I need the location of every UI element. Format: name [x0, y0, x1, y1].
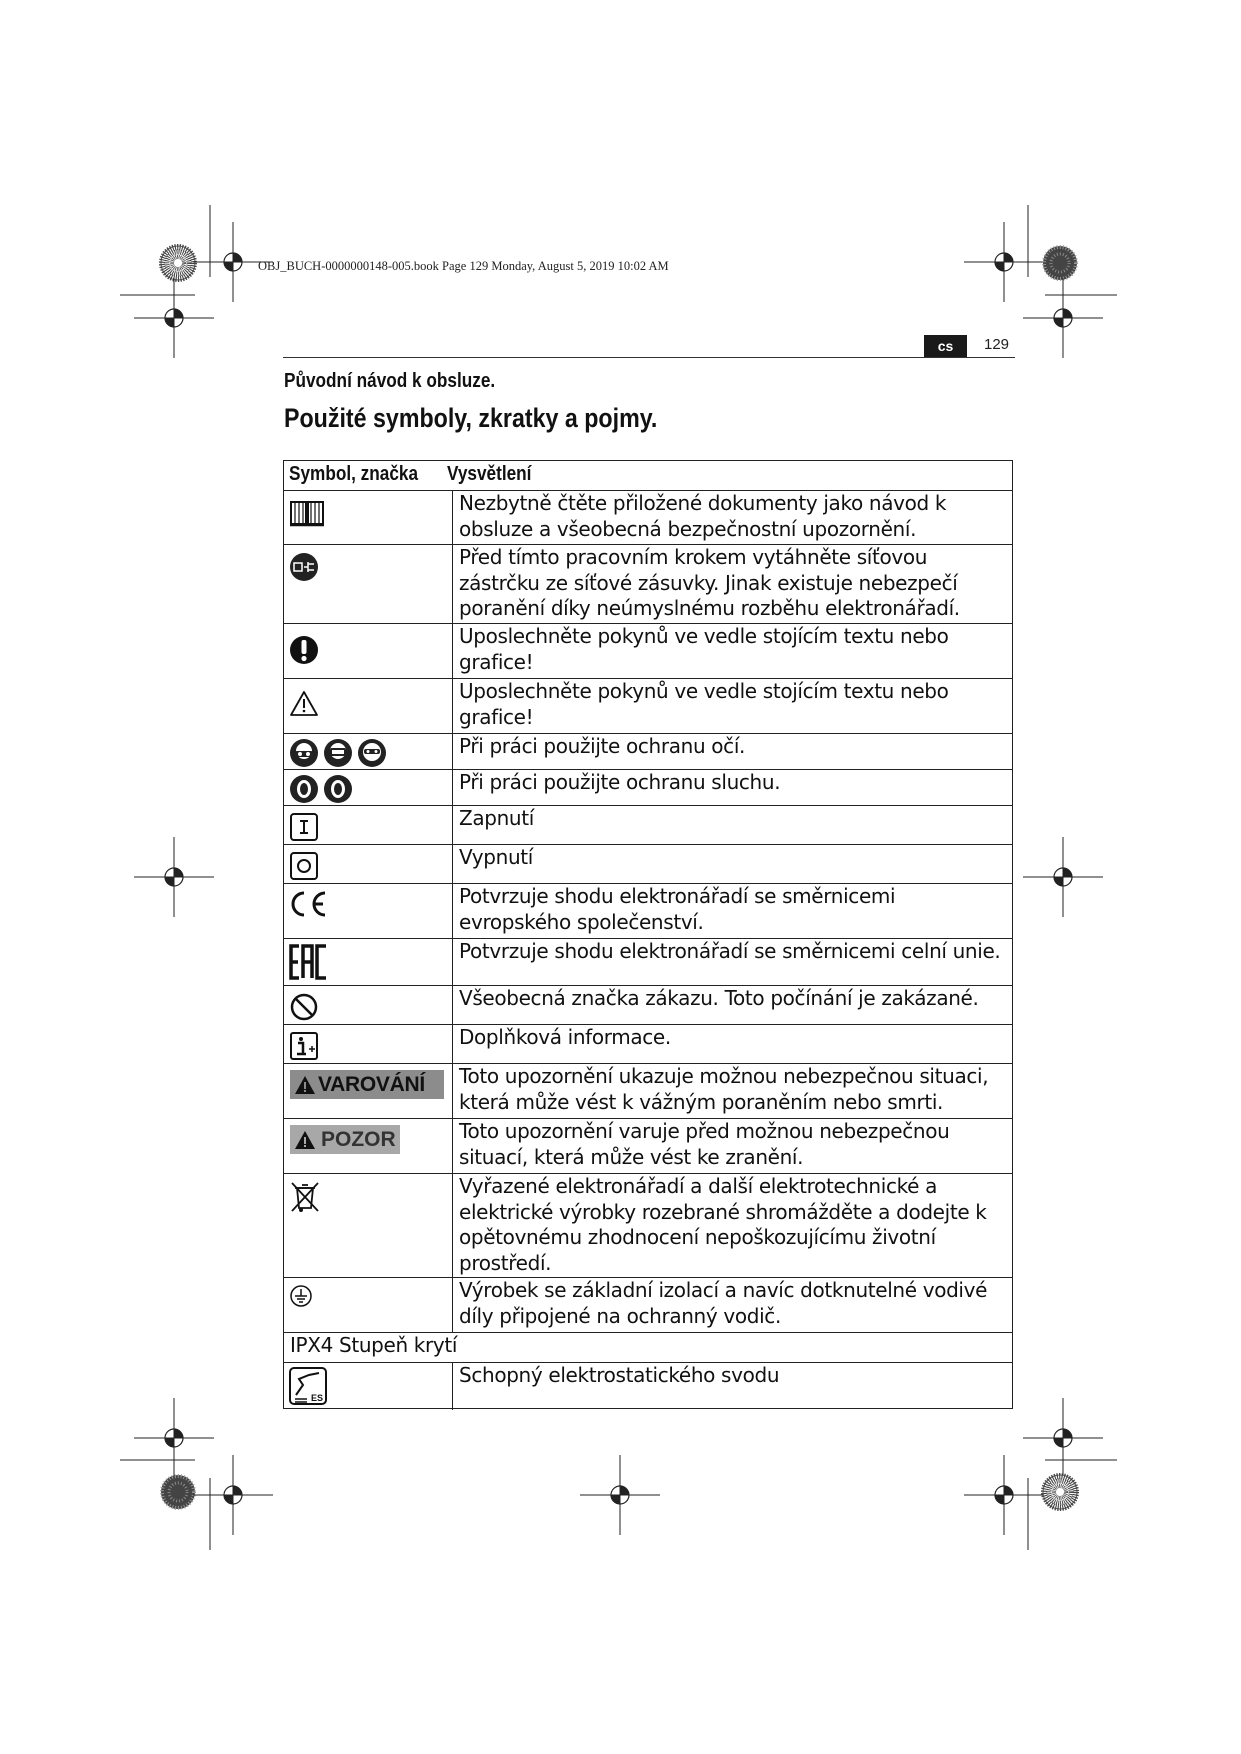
- info-icon: [289, 1031, 319, 1061]
- table-row: [284, 844, 1012, 883]
- row-text: Všeobecná značka zákazu. Toto počínání je zakázané.: [459, 986, 979, 1010]
- row-text: Před tímto pracovním krokem vytáhněte síťovou zástrčku ze síťové zásuvky. Jinak existuje nebezpečí poranění díky neúmyslnému rozběhu elektronářadí.: [459, 545, 960, 620]
- ipx-text: IPX4 Stupeň krytí: [290, 1333, 458, 1357]
- protective-earth-icon: [289, 1284, 313, 1308]
- row-text: Uposlechněte pokynů ve vedle stojícím textu nebo grafice!: [459, 624, 949, 674]
- warning-triangle-icon: [294, 1130, 316, 1150]
- switch-on-icon: [289, 812, 319, 842]
- caution-label-text: POZOR: [321, 1127, 396, 1151]
- printer-info-line: OBJ_BUCH-0000000148-005.book Page 129 Monday, August 5, 2019 10:02 AM: [258, 259, 669, 273]
- row-text: Nezbytně čtěte přiložené dokumenty jako návod k obsluze a všeobecná bezpečnostní upozornění.: [459, 491, 947, 541]
- exclamation-circle-icon: [289, 635, 319, 667]
- table-row: [284, 883, 1012, 938]
- table-row: [284, 1063, 1012, 1118]
- warning-triangle-icon: [294, 1075, 316, 1095]
- switch-off-icon: [289, 851, 319, 881]
- row-text: Toto upozornění ukazuje možnou nebezpečnou situaci, která může vést k vážným poraněním nebo smrti.: [459, 1064, 989, 1114]
- row-text: Při práci použijte ochranu očí.: [459, 734, 746, 758]
- row-text: Výrobek se základní izolací a navíc dotknutelné vodivé díly připojené na ochranný vodič.: [459, 1278, 988, 1328]
- header-rule: [283, 357, 1015, 358]
- row-text: Vypnutí: [459, 845, 533, 869]
- table-row: [284, 1362, 1012, 1410]
- table-row: [284, 805, 1012, 844]
- unplug-icon: [289, 552, 319, 582]
- table-row: [284, 544, 1012, 623]
- warning-triangle-icon: [289, 690, 319, 718]
- row-text: Schopný elektrostatického svodu: [459, 1363, 780, 1387]
- header-explanation: Vysvětlení: [447, 463, 532, 485]
- table-row: [284, 733, 1012, 769]
- warning-label-text: VAROVÁNÍ: [318, 1072, 425, 1096]
- table-row: [284, 769, 1012, 805]
- eye-protection-icon: [289, 738, 389, 768]
- table-header-row: [284, 461, 1012, 490]
- row-text: Uposlechněte pokynů ve vedle stojícím textu nebo grafice!: [459, 679, 949, 729]
- prohibition-icon: [289, 992, 319, 1022]
- manual-book-icon: [289, 498, 325, 528]
- eac-mark-icon: [289, 944, 329, 980]
- table-row-ipx: [284, 1332, 1012, 1362]
- warning-label-icon: [290, 1070, 444, 1099]
- section-title: Použité symboly, zkratky a pojmy.: [284, 403, 658, 433]
- ce-mark-icon: [289, 889, 329, 919]
- row-text: Potvrzuje shodu elektronářadí se směrnicemi celní unie.: [459, 939, 1001, 963]
- table-row: [284, 938, 1012, 985]
- section-subtitle: Původní návod k obsluze.: [284, 370, 496, 392]
- row-text: Při práci použijte ochranu sluchu.: [459, 770, 781, 794]
- table-row: [284, 490, 1012, 544]
- row-text: Zapnutí: [459, 806, 534, 830]
- symbols-table: [283, 460, 1013, 1409]
- table-row: [284, 678, 1012, 733]
- language-badge: cs: [924, 335, 967, 357]
- table-row: [284, 623, 1012, 678]
- table-row: [284, 1024, 1012, 1063]
- table-row: [284, 1277, 1012, 1332]
- weee-bin-icon: [289, 1180, 321, 1214]
- table-row: [284, 1173, 1012, 1277]
- page-number: 129: [984, 336, 1010, 353]
- esd-label: ES: [311, 1393, 324, 1403]
- table-row: [284, 1118, 1012, 1173]
- row-text: Vyřazené elektronářadí a další elektrotechnické a elektrické výrobky rozebrané shromážděte a dodejte k opětovnému zhodnocení nepoškozujícímu životní prostředí.: [459, 1174, 987, 1275]
- hearing-protection-icon: [289, 774, 355, 804]
- header-symbol: Symbol, značka: [289, 463, 419, 485]
- table-row: [284, 985, 1012, 1024]
- caution-label-icon: [290, 1125, 400, 1154]
- row-text: Potvrzuje shodu elektronářadí se směrnicemi evropského společenství.: [459, 884, 896, 934]
- row-text: Doplňková informace.: [459, 1025, 671, 1049]
- row-text: Toto upozornění varuje před možnou nebezpečnou situací, která může vést ke zranění.: [459, 1119, 950, 1169]
